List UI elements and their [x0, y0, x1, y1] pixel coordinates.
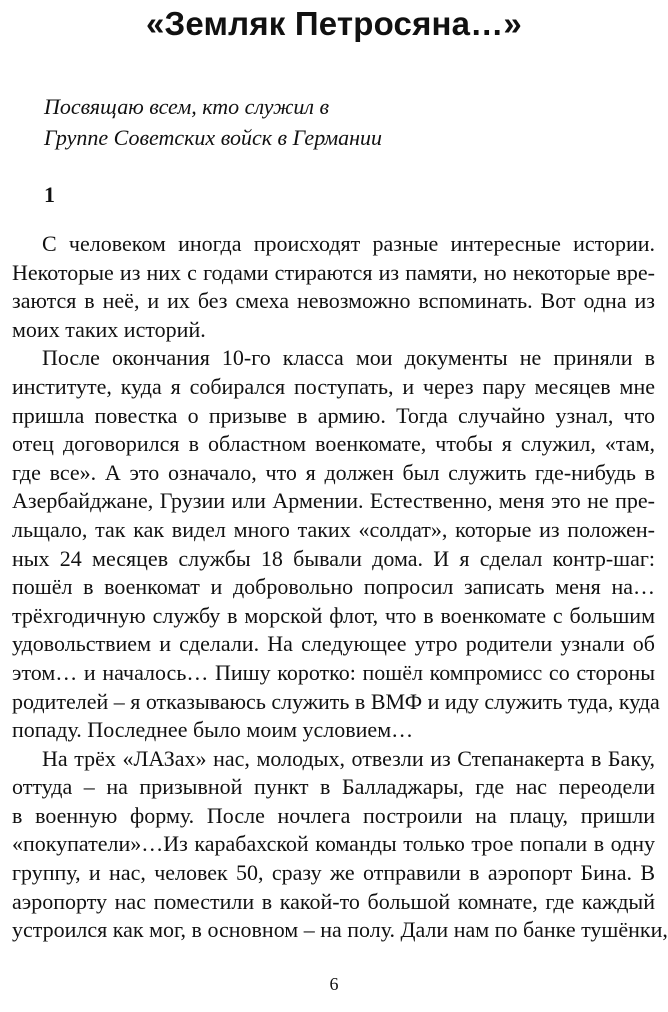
text-line: ных 24 месяцев службы 18 бывали дома. И я сделал контр-шаг: [12, 545, 655, 571]
text-line: институте, куда я собирался поступать, и через пару месяцев мне [12, 373, 655, 399]
text-line: в военную форму. После ночлега построили на плацу, пришли [12, 802, 655, 828]
text-line: льщало, так как видел много таких «солдат», которые из положен- [12, 516, 655, 542]
text-line: устроился как мог, в основном – на полу. Дали нам по банке тушёнки, [12, 917, 668, 943]
text-line: С человеком иногда происходят разные интересные истории. [42, 231, 655, 256]
text-line: оттуда – на призывной пункт в Балладжары, где нас переодели [12, 774, 655, 800]
dedication-line: Посвящаю всем, кто служил в [44, 94, 330, 119]
text-line: После окончания 10-го класса мои документы не приняли в [42, 345, 655, 371]
body-text [12, 230, 668, 945]
text-line: пошёл в военкомат и добровольно попросил записать меня на… [12, 574, 655, 600]
text-line: На трёх «ЛАЗах» нас, молодых, отвезли из Степанакерта в Баку, [42, 745, 655, 771]
text-line: попаду. Последнее было моим условием… [12, 717, 414, 743]
text-line: Некоторые из них с годами стираются из памяти, но некоторые вре- [12, 259, 655, 285]
dedication [44, 91, 604, 153]
dedication-line: Группе Советских войск в Германии [44, 125, 383, 150]
text-line: аэропорту нас поместили в какой-то большой комнате, где каждый [12, 888, 655, 914]
text-line: родителей – я отказываюсь служить в ВМФ и иду служить туда, куда [12, 688, 660, 714]
text-line: где все». А это означало, что я должен был служить где-нибудь в [12, 459, 655, 485]
chapter-title: «Земляк Петросяна…» [146, 5, 522, 42]
text-line: трёхгодичную службу в морской флот, что в военкомате с большим [12, 602, 655, 628]
text-line: «покупатели»…Из карабахской команды только трое попали в одну [12, 831, 655, 857]
text-line: группу, и нас, человек 50, сразу же отправили в аэропорт Бина. В [12, 860, 655, 886]
chapter-number: 1 [44, 182, 55, 207]
text-line: пришла повестка о призыве в армию. Тогда случайно узнал, что [12, 402, 655, 428]
text-line: удовольствием и сделали. На следующее утро родители узнали об [12, 631, 655, 657]
text-line: заются в неё, и их без смеха невозможно вспоминать. Вот одна из [12, 288, 655, 314]
text-line: Азербайджане, Грузии или Армении. Естественно, меня это не пре- [12, 488, 655, 514]
text-line: отец договорился в областном военкомате, чтобы я служил, «там, [12, 431, 655, 457]
text-line: моих таких историй. [12, 316, 206, 342]
page-number: 6 [329, 974, 339, 994]
text-line: этом… и началось… Пишу коротко: пошёл компромисс со стороны [12, 659, 655, 685]
